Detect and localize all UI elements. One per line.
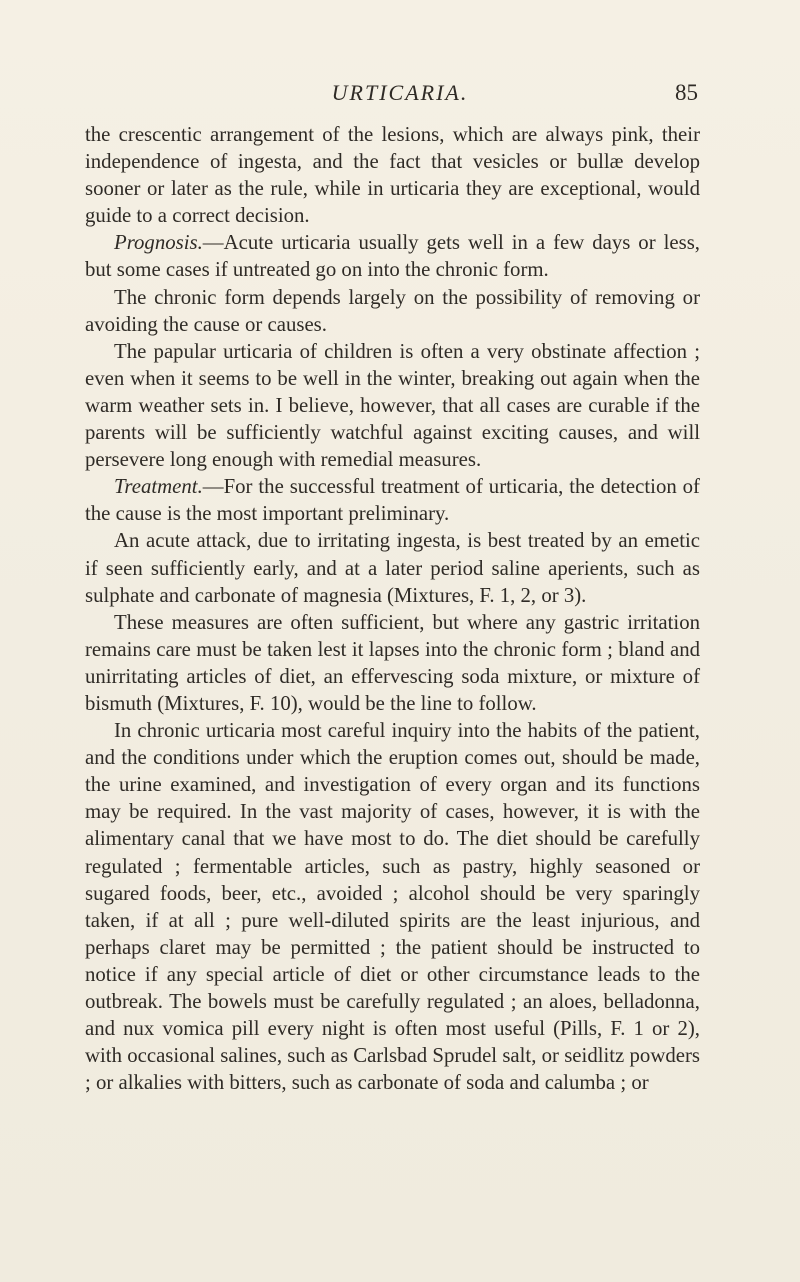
paragraph-acute-attack: An acute attack, due to irritating ingesta, is best treated by an emetic if seen sufficiently early, and at a later period saline aperients, such as sulphate and carbonate of magnesia (Mixtures, F. 1, 2, or 3). — [85, 529, 700, 607]
section-lead-treatment: Treatment. — [114, 475, 203, 499]
section-lead-prognosis: Prognosis. — [114, 231, 203, 255]
paragraph-treatment-text: —For the successful treatment of urticaria, the detection of the cause is the most important preliminary. — [85, 475, 700, 526]
paragraph-prognosis-text: —Acute urticaria usually gets well in a few days or less, but some cases if untreated go on into the chronic form. — [85, 231, 700, 282]
paragraph-prognosis — [85, 229, 700, 283]
page-number: 85 — [675, 80, 698, 105]
running-title: URTICARIA. — [331, 80, 469, 105]
paragraph-chronic-urticaria: In chronic urticaria most careful inquiry into the habits of the patient, and the conditions under which the eruption comes out, should be made, the urine examined, and investigation of every organ and its functions may be required. In the vast majority of cases, however, it is with the alimentary canal that we have most to do. The diet should be carefully regulated ; fermentable articles, such as pastry, highly seasoned or sugared foods, beer, etc., avoided ; alcohol should be very sparingly taken, if at all ; pure well-diluted spirits are the least injurious, and perhaps claret may be permitted ; the patient should be instructed to notice if any special article of diet or other circumstance leads to the outbreak. The bowels must be carefully regulated ; an aloes, belladonna, and nux vomica pill every night is often most useful (Pills, F. 1 or 2), with occasional salines, such as Carlsbad Sprudel salt, or seidlitz powders ; or alkalies with bitters, such as carbonate of soda and calumba ; or — [85, 719, 700, 1095]
running-head — [0, 80, 800, 110]
paragraph-gastric-irritation: These measures are often sufficient, but where any gastric irritation remains care must be taken lest it lapses into the chronic form ; bland and unirritating articles of diet, an effervescing soda mixture, or mixture of bismuth (Mixtures, F. 10), would be the line to follow. — [85, 610, 700, 715]
paragraph-chronic-form: The chronic form depends largely on the possibility of removing or avoiding the cause or causes. — [85, 285, 700, 336]
paragraph-differential-diagnosis: the crescentic arrangement of the lesions, which are always pink, their independence of ingesta, and the fact that vesicles or bullæ develop sooner or later as the rule, while in urticaria they are exceptional, would guide to a correct decision. — [85, 123, 700, 228]
paragraph-treatment — [85, 473, 700, 527]
paragraph-papular-urticaria: The papular urticaria of children is often a very obstinate affection ; even when it seems to be well in the winter, breaking out again when the warm weather sets in. I believe, however, that all cases are curable if the parents will be sufficiently watchful against exciting causes, and will persevere long enough with remedial measures. — [85, 339, 700, 472]
body-text — [85, 121, 700, 1096]
